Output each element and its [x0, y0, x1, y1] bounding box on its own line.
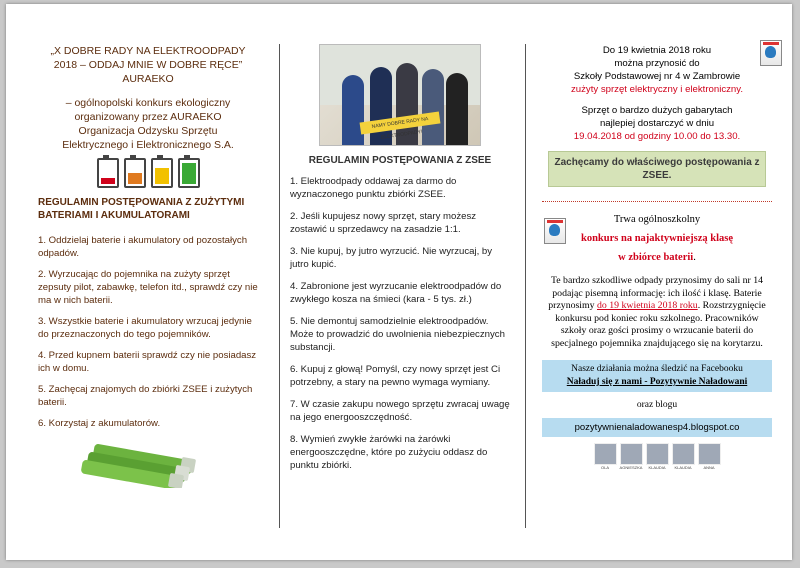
battery-level-icons: [38, 158, 258, 188]
battery-rule-item: 2. Wyrzucając do pojemnika na zużyty sprzęt zepsuty pilot, zabawkę, telefon itd., sprawdź czy nie ma w nich baterii.: [38, 269, 258, 306]
team-member-name: ANNA: [703, 465, 715, 470]
intro-text: można przynosić do: [614, 58, 700, 69]
zsee-rule-item: 1. Elektroodpady oddawaj za darmo do wyznaczonego punktu zbiórki ZSEE.: [290, 176, 457, 200]
team-member-name: KLAUDIA: [648, 465, 666, 470]
zsee-rule-item: 7. W czasie zakupu nowego sprzętu zwracaj uwagę na jego energooszczędność.: [290, 399, 510, 423]
intro-school: Szkoły Podstawowej nr 4 w Zambrowie: [573, 71, 741, 82]
battery-rule-item: 1. Oddzielaj baterie i akumulatory od pozostałych odpadów.: [38, 235, 248, 259]
zsee-rule-item: 6. Kupuj z głową! Pomyśl, czy nowy sprzęt jest Ci potrzebny, a stary na pewno wymaga wymiany.: [290, 364, 501, 388]
contest-name: konkurs na najaktywniejszą klasę: [581, 233, 733, 244]
large-items-info: Sprzęt o bardzo dużych gabarytach najlepiej dostarczyć w dniu: [581, 105, 733, 129]
students-photo: [319, 44, 481, 146]
battery-rule-item: 5. Zachęcaj znajomych do zbiórki ZSEE i zużytych baterii.: [38, 384, 253, 408]
zsee-rule-item: 5. Nie demontuj samodzielnie elektroodpadów. Może to prowadzić do uwolnienia niebezpiecznych substancji.: [290, 316, 505, 353]
battery-rule-item: 3. Wszystkie baterie i akumulatory wrzucaj jedynie do przeznaczonych do tego pojemników.: [38, 316, 252, 340]
battery-medium-icon: [151, 158, 173, 188]
photo-banner: NAMY DOBRE RADY NA ELEKTRODPADY!: [360, 111, 441, 134]
contest-details: Te bardzo szkodliwe odpady przynosimy do sali nr 14 podając pisemną informację: ich ilość i klasę. Baterie przynosimy do 19 kwietnia 2018 roku. Rozstrzygnięcie konkursu pod koniec roku szkolnego. Pracowników szkoły oraz gości prosimy o wrzucanie baterii do specjalnego pojemnika znajdującego się na korytarzu.: [548, 275, 766, 349]
contest-intro: Trwa ogólnoszkolny: [613, 214, 701, 225]
school-logo-icon: [544, 218, 566, 244]
battery-rules-list: [38, 234, 258, 430]
team-member-name: KLAUDIA: [674, 465, 692, 470]
facebook-page-link[interactable]: Naładuj się z nami - Pozytywnie Naładowani: [566, 377, 748, 387]
column-divider: [279, 44, 280, 528]
school-logo-icon: [760, 40, 782, 66]
column-batteries: [38, 44, 258, 488]
intro-date: Do 19 kwietnia 2018 roku: [602, 45, 712, 56]
battery-full-icon: [178, 158, 200, 188]
battery-low-icon: [97, 158, 119, 188]
column-info: [542, 44, 772, 470]
team-member-photo: [594, 443, 617, 470]
facebook-box: [542, 360, 772, 392]
contest-title: „X DOBRE RADY NA ELEKTROODPADY 2018 – ODDAJ MNIE W DOBRE RĘCE” AURAEKO: [50, 45, 246, 85]
zsee-rule-item: 8. Wymień zwykłe żarówki na żarówki energooszczędne, które po zużyciu oddasz do punktu zbiórki.: [290, 434, 488, 471]
leaflet-page: [6, 4, 792, 560]
zsee-rules-list: [290, 175, 510, 472]
battery-medium-low-icon: [124, 158, 146, 188]
team-member-photo: [646, 443, 669, 470]
intro-equipment: zużyty sprzęt elektryczny i elektroniczny.: [570, 84, 744, 95]
large-items-date: 19.04.2018 od godziny 10.00 do 13.30.: [573, 131, 741, 142]
contest-subtitle: – ogólnopolski konkurs ekologiczny organizowany przez AURAEKO Organizacja Odzysku Sprzętu Elektrycznego i Elektronicznego S.A.: [62, 97, 234, 151]
battery-rule-item: 4. Przed kupnem baterii sprawdź czy nie posiadasz ich w domu.: [38, 350, 257, 374]
zsee-rule-item: 3. Nie kupuj, by jutro wyrzucić. Nie wyrzucaj, by jutro kupić.: [290, 246, 493, 270]
contest-subject: w zbiórce baterii: [618, 252, 694, 263]
facebook-info: Nasze działania można śledzić na Facebooku: [571, 364, 743, 374]
team-member-photo: [620, 443, 643, 470]
battery-rule-item: 6. Korzystaj z akumulatorów.: [38, 418, 161, 429]
blog-intro: oraz blogu: [636, 400, 678, 410]
team-member-photo: [698, 443, 721, 470]
zsee-rule-item: 2. Jeśli kupujesz nowy sprzęt, stary możesz zostawić u sprzedawcy na zasadzie 1:1.: [290, 211, 477, 235]
green-batteries-icon: [73, 438, 223, 488]
zsee-rule-item: 4. Zabronione jest wyrzucanie elektroodpadów do zwykłego kosza na śmieci (kara - 5 tys. zł.): [290, 281, 502, 305]
encourage-box: Zachęcamy do właściwego postępowania z ZSEE.: [548, 151, 766, 187]
team-member-name: AGNIESZKA: [619, 465, 643, 470]
zsee-rules-heading: REGULAMIN POSTĘPOWANIA Z ZSEE: [308, 155, 492, 166]
dotted-divider: [542, 201, 772, 202]
battery-rules-heading: REGULAMIN POSTĘPOWANIA Z ZUŻYTYMI BATERIAMI I AKUMULATORAMI: [38, 197, 245, 221]
column-divider: [525, 44, 526, 528]
team-member-photo: [672, 443, 695, 470]
column-zsee: [290, 44, 510, 481]
contest-dot: .: [693, 252, 696, 263]
team-photos: [542, 443, 772, 470]
team-member-name: OLA: [600, 465, 609, 470]
blog-link[interactable]: pozytywnienaladowanesp4.blogspot.co: [542, 418, 772, 437]
